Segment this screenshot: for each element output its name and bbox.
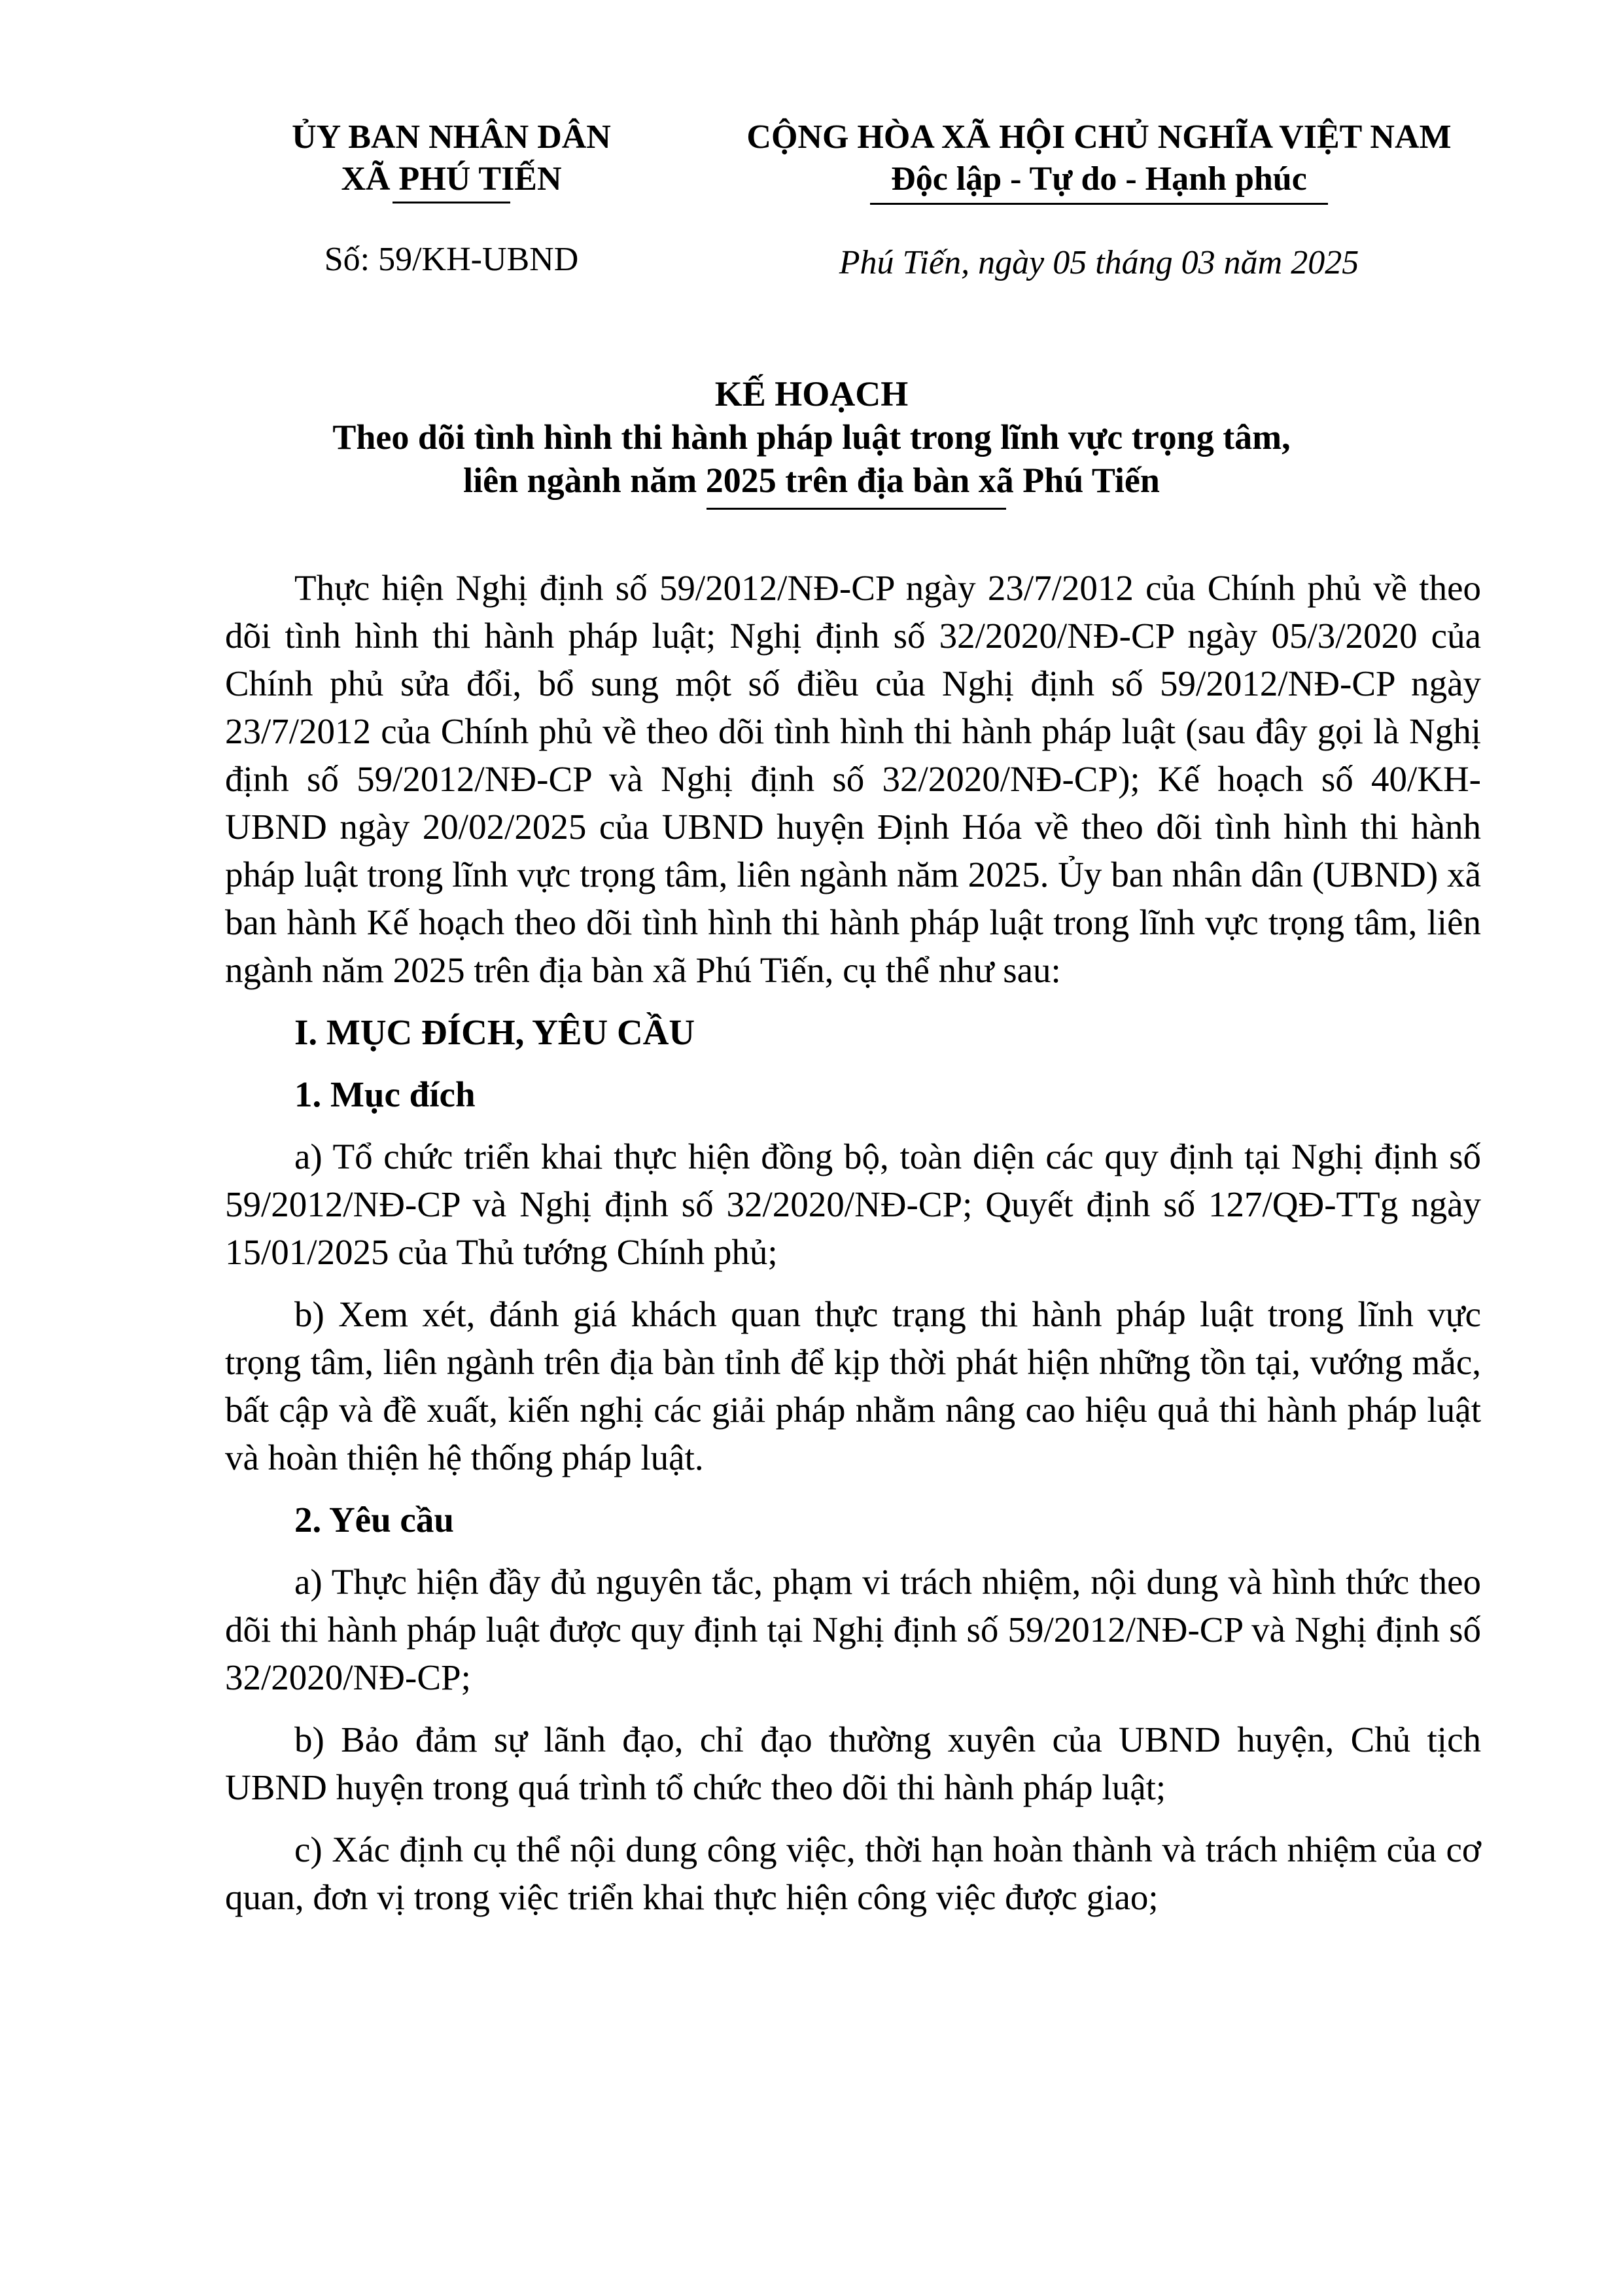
agency-name-line2: XÃ PHÚ TIẾN bbox=[341, 160, 562, 198]
purpose-item-b: b) Xem xét, đánh giá khách quan thực trạng thi hành pháp luật trong lĩnh vực trọng tâm, liên ngành trên địa bàn tỉnh để kịp thời phát hiện những tồn tại, vướng mắc, bất cập và đề xuất, kiến nghị các giải pháp nhằm nâng cao hiệu quả thi hành pháp luật và hoàn thiện hệ thống pháp luật. bbox=[225, 1294, 1481, 1477]
document-title-line2: liên ngành năm 2025 trên địa bàn xã Phú Tiến bbox=[463, 461, 1160, 500]
document-title-line1: Theo dõi tình hình thi hành pháp luật trong lĩnh vực trọng tâm, bbox=[332, 417, 1291, 457]
nation-motto: Độc lập - Tự do - Hạnh phúc bbox=[891, 160, 1307, 198]
place-and-date: Phú Tiến, ngày 05 tháng 03 năm 2025 bbox=[839, 244, 1359, 281]
motto-underline bbox=[870, 203, 1328, 205]
document-type-heading: KẾ HOẠCH bbox=[714, 374, 909, 414]
intro-paragraph: Thực hiện Nghị định số 59/2012/NĐ-CP ngày 23/7/2012 của Chính phủ về theo dõi tình hình thi hành pháp luật; Nghị định số 32/2020/NĐ-CP ngày 05/3/2020 của Chính phủ sửa đổi, bổ sung một số điều của Nghị định số 59/2012/NĐ-CP ngày 23/7/2012 của Chính phủ về theo dõi tình hình thi hành pháp luật (sau đây gọi là Nghị định số 59/2012/NĐ-CP và Nghị định số 32/2020/NĐ-CP); Kế hoạch số 40/KH-UBND ngày 20/02/2025 của UBND huyện Định Hóa về theo dõi tình hình thi hành pháp luật trong lĩnh vực trọng tâm, liên ngành năm 2025. Ủy ban nhân dân (UBND) xã ban hành Kế hoạch theo dõi tình hình thi hành pháp luật trong lĩnh vực trọng tâm, liên ngành năm 2025 trên địa bàn xã Phú Tiến, cụ thể như sau: bbox=[225, 568, 1481, 990]
requirement-item-a: a) Thực hiện đầy đủ nguyên tắc, phạm vi trách nhiệm, nội dung và hình thức theo dõi thi hành pháp luật được quy định tại Nghị định số 59/2012/NĐ-CP và Nghị định số 32/2020/NĐ-CP; bbox=[225, 1562, 1481, 1697]
subsection-heading-requirements: 2. Yêu cầu bbox=[294, 1500, 454, 1540]
subsection-heading-purpose: 1. Mục đích bbox=[294, 1074, 476, 1114]
document-number: Số: 59/KH-UBND bbox=[324, 241, 579, 278]
nation-name: CỘNG HÒA XÃ HỘI CHỦ NGHĨA VIỆT NAM bbox=[746, 118, 1452, 156]
document-body bbox=[225, 564, 1481, 1921]
requirement-item-b: b) Bảo đảm sự lãnh đạo, chỉ đạo thường xuyên của UBND huyện, Chủ tịch UBND huyện trong quá trình tổ chức theo dõi thi hành pháp luật; bbox=[225, 1720, 1481, 1807]
agency-name-line1: ỦY BAN NHÂN DÂN bbox=[292, 118, 611, 156]
section-heading-1: I. MỤC ĐÍCH, YÊU CẦU bbox=[294, 1012, 695, 1052]
purpose-item-a: a) Tổ chức triển khai thực hiện đồng bộ, toàn diện các quy định tại Nghị định số 59/2012/NĐ-CP và Nghị định số 32/2020/NĐ-CP; Quyết định số 127/QĐ-TTg ngày 15/01/2025 của Thủ tướng Chính phủ; bbox=[225, 1137, 1481, 1272]
requirement-item-c: c) Xác định cụ thể nội dung công việc, thời hạn hoàn thành và trách nhiệm của cơ quan, đơn vị trong việc triển khai thực hiện công việc được giao; bbox=[225, 1829, 1481, 1917]
title-underline bbox=[707, 508, 1006, 510]
agency-underline bbox=[393, 202, 510, 203]
